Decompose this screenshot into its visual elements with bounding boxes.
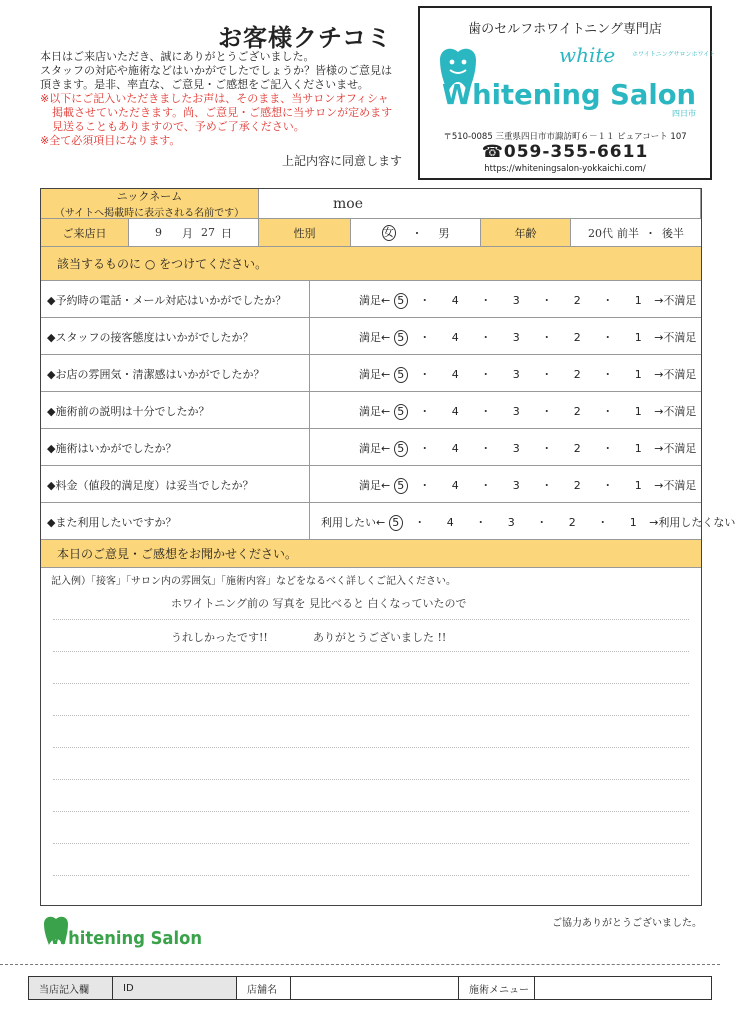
rating-scale[interactable] <box>359 366 696 383</box>
rating-scale[interactable] <box>359 477 696 494</box>
rating-options: ・ 4 ・ 3 ・ 2 ・ 1 <box>419 479 651 492</box>
month-label: 月 <box>182 226 193 240</box>
scale-right: →不満足 <box>654 294 697 307</box>
salon-stamp <box>418 6 716 180</box>
question-row[interactable] <box>41 466 701 503</box>
cut-line <box>0 964 720 965</box>
nickname-sub: （サイトへ掲載時に表示される名前です） <box>54 208 245 219</box>
writing-rule <box>53 619 689 620</box>
row-divider <box>309 318 310 354</box>
gender-label: 性別 <box>259 219 351 247</box>
thanks-text: ご協力ありがとうございました。 <box>552 918 702 929</box>
writing-rule <box>53 779 689 780</box>
page-title: お客様クチコミ <box>218 24 393 52</box>
note-line: 掲載させていただきます。尚、ご意見・ご感想に当サロンが定めます <box>52 106 393 119</box>
nickname-value[interactable]: moe <box>259 189 701 219</box>
selected-rating: 5 <box>389 515 403 531</box>
selected-rating: 5 <box>394 441 408 457</box>
logo-main: Whitening Salon <box>442 78 696 111</box>
comment-line[interactable]: うれしかったです!! <box>171 631 268 644</box>
salon-address: 〒510-0085 三重県四日市市諏訪町６－１１ ピュアコート 107 <box>443 132 687 142</box>
writing-rule <box>53 651 689 652</box>
selected-rating: 5 <box>394 330 408 346</box>
scale-left: 満足← <box>359 294 391 307</box>
scale-right: →利用したくない <box>649 516 735 529</box>
scale-left: 満足← <box>359 331 391 344</box>
logo-city: 四日市 <box>672 109 696 118</box>
visit-date[interactable] <box>129 219 259 247</box>
scale-left: 満足← <box>359 368 391 381</box>
scale-left: 満足← <box>359 479 391 492</box>
nickname-label: ニックネーム <box>116 190 183 203</box>
age-dot: ・ <box>645 226 656 240</box>
age-value: 20代 <box>588 226 613 240</box>
survey-form <box>40 188 735 906</box>
question-text: ◆料金（値段的満足度）は妥当でしたか？ <box>47 479 254 492</box>
gender-options[interactable] <box>351 219 481 247</box>
agree-text: 上記内容に同意します <box>282 154 403 168</box>
scale-left: 満足← <box>359 405 391 418</box>
intro-line: 本日はご来店いただき、誠にありがとうございました。 <box>40 50 315 63</box>
scale-left: 満足← <box>359 442 391 455</box>
row-divider <box>309 392 310 428</box>
rating-options: ・ 4 ・ 3 ・ 2 ・ 1 <box>414 516 646 529</box>
salon-logo <box>434 42 716 118</box>
question-row[interactable] <box>41 503 735 540</box>
comment-line[interactable]: ホワイトニング前の 写真を 見比べると 白くなっていたので <box>171 597 467 610</box>
intro-line: 頂きます。是非、率直な、ご意見・ご感想をご記入くださいませ。 <box>40 78 369 91</box>
writing-rule <box>53 715 689 716</box>
age-options[interactable] <box>571 219 701 247</box>
age-first: 前半 <box>617 226 639 240</box>
store-label: 店舗名 <box>237 977 291 999</box>
scale-right: →不満足 <box>654 405 697 418</box>
question-row[interactable] <box>41 355 701 392</box>
footer-logo <box>40 912 210 952</box>
selected-rating: 5 <box>394 404 408 420</box>
question-text: ◆また利用したいですか？ <box>47 516 177 529</box>
visit-month: 9 <box>155 226 162 239</box>
salon-tel: ☎059-355-6611 <box>481 142 649 162</box>
gender-dot: ・ <box>411 226 423 240</box>
note-line: ※以下にご記入いただきましたお声は、そのまま、当サロンオフィシャ <box>40 92 389 105</box>
question-row[interactable] <box>41 392 701 429</box>
day-label: 日 <box>221 226 232 240</box>
question-text: ◆施術前の説明は十分でしたか？ <box>47 405 210 418</box>
visit-label: ご来店日 <box>41 219 129 247</box>
intro-text <box>40 50 420 148</box>
rating-options: ・ 4 ・ 3 ・ 2 ・ 1 <box>419 331 651 344</box>
question-row[interactable] <box>41 281 701 318</box>
age-second: 後半 <box>662 226 684 240</box>
logo-script: white <box>559 43 616 67</box>
question-text: ◆スタッフの接客態度はいかがでしたか？ <box>47 331 254 344</box>
logo-tagline: ホワイトニングサロンホワイト <box>632 51 716 58</box>
writing-rule <box>53 811 689 812</box>
selected-rating: 5 <box>394 367 408 383</box>
row-divider <box>309 355 310 391</box>
question-row[interactable] <box>41 318 701 355</box>
writing-rule <box>53 747 689 748</box>
gender-female: 女 <box>383 225 394 239</box>
example-text: 記入例）「接客」「サロン内の雰囲気」「施術内容」などをなるべく詳しくご記入ください。 <box>51 576 456 587</box>
scale-right: →不満足 <box>654 442 697 455</box>
row-divider <box>309 466 310 502</box>
id-label: ID <box>113 977 237 999</box>
row-divider <box>309 429 310 465</box>
selected-rating: 5 <box>394 293 408 309</box>
rating-options: ・ 4 ・ 3 ・ 2 ・ 1 <box>419 294 651 307</box>
writing-rule <box>53 875 689 876</box>
age-label: 年齢 <box>481 219 571 247</box>
nickname-label-cell <box>41 189 259 219</box>
comment-line[interactable]: ありがとうございました !! <box>313 631 447 644</box>
salon-url: https://whiteningsalon-yokkaichi.com/ <box>484 164 646 174</box>
scale-left: 利用したい← <box>321 516 386 529</box>
writing-rule <box>53 683 689 684</box>
office-label: 当店記入欄 <box>29 977 113 999</box>
gender-male: 男 <box>438 226 450 240</box>
intro-line: スタッフの対応や施術などはいかがでしたでしょうか？皆様のご意見は <box>40 64 392 77</box>
writing-rule <box>53 843 689 844</box>
rating-options: ・ 4 ・ 3 ・ 2 ・ 1 <box>419 442 651 455</box>
scale-right: →不満足 <box>654 368 697 381</box>
footer-logo-text: Whitening Salon <box>50 928 202 949</box>
rating-scale[interactable] <box>359 329 696 346</box>
rating-scale[interactable] <box>321 514 735 531</box>
menu-label: 施術メニュー <box>459 977 535 999</box>
note-line: 見送ることもありますので、予めご了承ください。 <box>52 120 305 133</box>
rating-options: ・ 4 ・ 3 ・ 2 ・ 1 <box>419 368 651 381</box>
stamp-heading: 歯のセルフホワイトニング専門店 <box>468 22 662 37</box>
scale-right: →不満足 <box>654 479 697 492</box>
menu-field[interactable] <box>535 977 711 999</box>
rating-scale[interactable] <box>359 292 696 309</box>
question-text: ◆予約時の電話・メール対応はいかがでしたか？ <box>47 294 287 307</box>
selected-rating: 5 <box>394 478 408 494</box>
question-text: ◆お店の雰囲気・清潔感はいかがでしたか？ <box>47 368 265 381</box>
rating-options: ・ 4 ・ 3 ・ 2 ・ 1 <box>419 405 651 418</box>
note-line: ※全て必須項目になります。 <box>40 134 181 147</box>
store-field[interactable] <box>291 977 459 999</box>
office-use-table <box>28 976 712 1000</box>
question-row[interactable] <box>41 429 701 466</box>
visit-day: 27 <box>201 226 215 239</box>
row-divider <box>309 281 310 317</box>
scale-right: →不満足 <box>654 331 697 344</box>
row-divider <box>309 503 310 539</box>
opinion-band: 本日のご意見・ご感想をお聞かせください。 <box>41 540 701 568</box>
question-text: ◆施術はいかがでしたか？ <box>47 442 177 455</box>
instruction-band: 該当するものに ○ をつけてください。 <box>41 247 701 281</box>
rating-scale[interactable] <box>359 403 696 420</box>
rating-scale[interactable] <box>359 440 696 457</box>
